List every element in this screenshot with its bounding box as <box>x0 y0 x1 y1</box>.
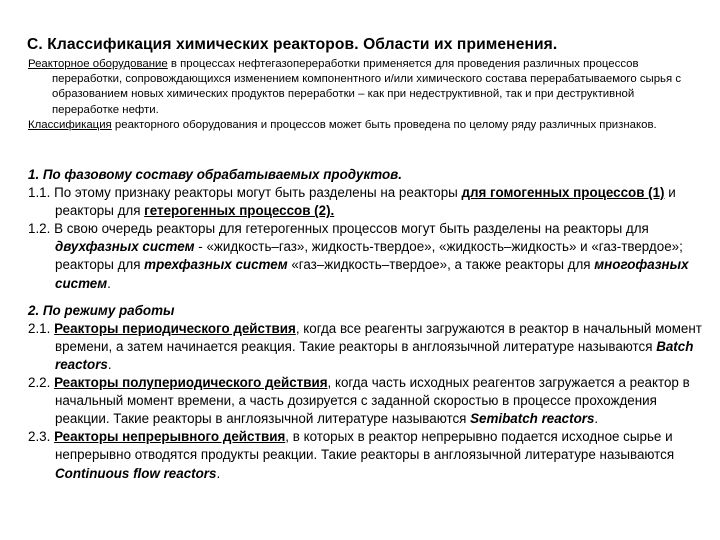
term-batch-en: Batch reactors <box>55 338 694 372</box>
item-text: . <box>107 275 111 291</box>
item-number: 2.3. <box>28 429 51 445</box>
item-text: В свою очередь реакторы для гетерогенных процессов могут быть разделены на реакторы для <box>50 221 649 237</box>
item-number: 2.1. <box>28 320 51 336</box>
term-classification: Классификация <box>28 118 112 131</box>
section-1-heading: 1. По фазовому составу обрабатываемых продуктов. <box>28 167 402 182</box>
item-text: По этому признаку реакторы могут быть разделены на реакторы <box>50 185 462 201</box>
item-1-2 <box>28 220 708 292</box>
item-number: 1.1. <box>28 185 51 201</box>
main-content <box>28 166 708 483</box>
item-text: , когда часть исходных реагентов загружается а реактор в начальный момент времени, а часть дозируется с заданной скоростью в процессе прохождения реакции. Такие реакторы в англоязычной литературе называются <box>55 375 690 427</box>
term-homogeneous: для гомогенных процессов (1) <box>461 185 665 201</box>
item-text: , когда все реагенты загружаются в реактор в начальный момент времени, а затем начинается реакция. Такие реакторы в англоязычной литературе называются <box>55 320 702 354</box>
item-text: . <box>216 465 221 481</box>
item-number: 2.2. <box>28 375 51 391</box>
item-2-1 <box>28 320 708 374</box>
intro-text <box>28 57 703 133</box>
intro-paragraph-2 <box>28 118 703 133</box>
intro-paragraph-1 <box>28 57 703 118</box>
item-2-2 <box>28 374 708 428</box>
intro-paragraph-2-text: реакторного оборудования и процессов может быть проведена по целому ряду различных признаков. <box>111 118 657 131</box>
section-2-heading: 2. По режиму работы <box>28 302 175 318</box>
term-multi-phase: многофазных систем <box>55 257 689 291</box>
intro-paragraph-1-text: в процессах нефтегазопереработки применяется для проведения различных процессов переработки, сопровождающихся изменением компонентного и/или химического состава перерабатываемого сырья с образованием новых химических продуктов переработки – как при недеструктивной, так и при деструктивной переработке нефти. <box>52 58 682 116</box>
item-1-1 <box>28 184 708 220</box>
term-semibatch: Реакторы полупериодического действия <box>54 375 328 391</box>
item-text: . <box>107 356 112 372</box>
item-text: и реакторы для <box>55 185 676 219</box>
term-continuous-en: Continuous flow reactors <box>55 465 217 481</box>
term-batch: Реакторы периодического действия <box>54 320 296 336</box>
slide-title: С. Классификация химических реакторов. Области их применения. <box>27 36 558 53</box>
term-heterogeneous: гетерогенных процессов (2). <box>144 203 335 219</box>
item-text: , в которых в реактор непрерывно подается исходное сырье и непрерывно отводятся продукты реакции. Такие реакторы в англоязычной литературе называются <box>55 429 675 463</box>
item-2-3 <box>28 428 708 482</box>
term-reactor-equipment: Реакторное оборудование <box>28 58 168 70</box>
term-continuous: Реакторы непрерывного действия <box>54 429 286 445</box>
term-two-phase: двухфазных систем <box>55 239 195 255</box>
item-text: - «жидкость–газ», жидкость-твердое», «жидкость–жидкость» и «газ-твердое»; реакторы для <box>55 239 683 273</box>
item-text: . <box>594 411 599 427</box>
term-semibatch-en: Semibatch reactors <box>470 411 595 427</box>
item-text: «газ–жидкость–твердое», а также реакторы для <box>287 257 595 273</box>
item-number: 1.2. <box>28 221 51 237</box>
term-three-phase: трехфазных систем <box>144 257 288 273</box>
